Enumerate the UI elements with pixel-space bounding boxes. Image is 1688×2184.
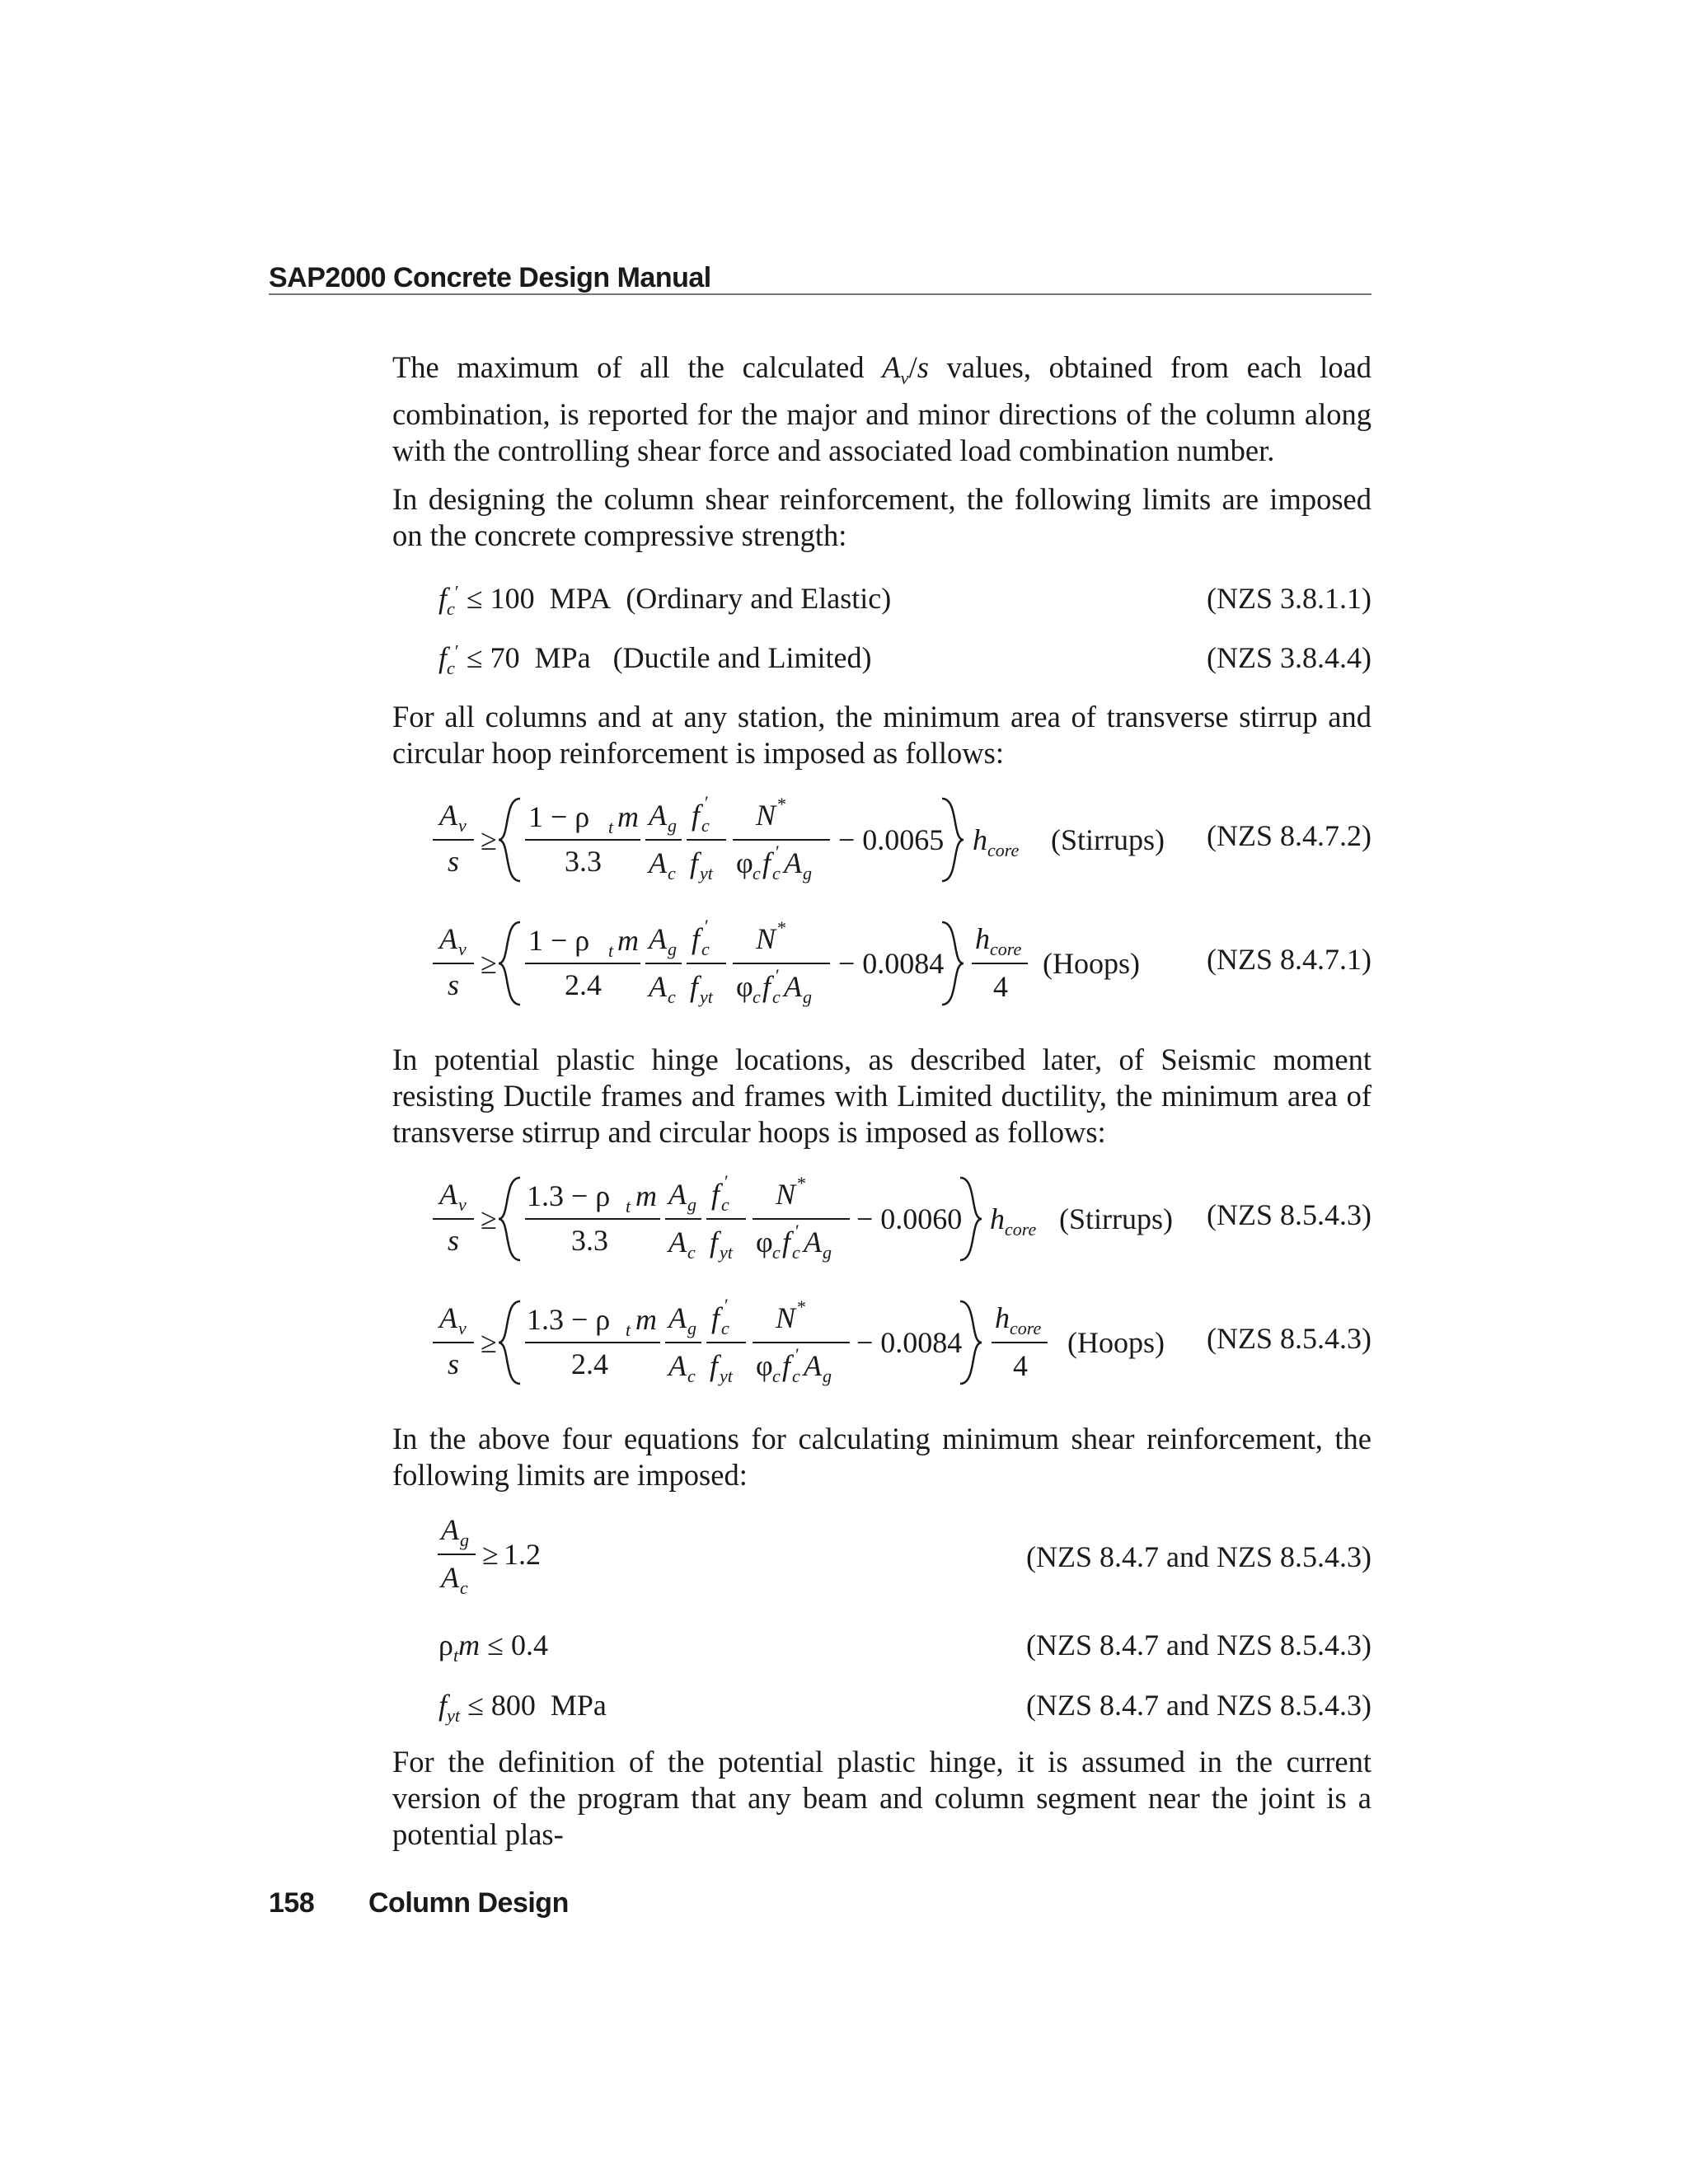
svg-text:4: 4 [993, 970, 1008, 1003]
svg-text:φ: φ [736, 846, 753, 879]
svg-text:s: s [448, 845, 460, 878]
condition-rho-m: $\rho_tm \le 0.4$ (NZS 8.4.7 and NZS 8.5.4.3) [438, 1629, 1372, 1666]
equation-ref: (NZS 8.4.7 and NZS 8.5.4.3) [1026, 1629, 1372, 1661]
svg-text:A: A [784, 970, 802, 1003]
svg-text:t: t [626, 1319, 631, 1340]
paragraph-2: In designing the column shear reinforcement, the following limits are imposed on the concrete compressive strength: [392, 482, 1372, 552]
svg-text:m: m [617, 800, 639, 833]
svg-text:N: N [776, 1178, 796, 1211]
svg-text:yt: yt [700, 987, 713, 1007]
denom: 3.3 [571, 1224, 608, 1257]
equation-stirrups-ductile [433, 787, 1372, 894]
svg-text:v: v [458, 1318, 467, 1338]
svg-text:≥: ≥ [481, 1326, 497, 1359]
svg-text:g: g [687, 1318, 696, 1338]
svg-text:c: c [772, 987, 781, 1007]
svg-text:′: ′ [724, 1171, 729, 1192]
svg-text:′: ′ [724, 1295, 729, 1315]
svg-text:4: 4 [1013, 1349, 1028, 1382]
svg-text:′: ′ [795, 1344, 799, 1365]
svg-text:φ: φ [756, 1226, 773, 1258]
svg-text:A: A [784, 846, 802, 879]
svg-text:h: h [973, 823, 987, 856]
svg-text:t: t [608, 817, 614, 837]
svg-text:A: A [668, 1349, 687, 1382]
av-over-s: $A_v/s$ [882, 350, 929, 388]
condition-value: 1.2 [504, 1538, 541, 1571]
running-header: SAP2000 Concrete Design Manual [269, 262, 711, 293]
para1-before: The maximum of all the calculated [392, 350, 865, 384]
numer: 1 − ρ [528, 800, 590, 833]
condition-value: 0.4 [510, 1629, 548, 1661]
svg-text:h: h [975, 922, 990, 955]
equation-ref: (NZS 8.5.4.3) [1207, 1322, 1372, 1355]
header-rule [269, 293, 1372, 295]
svg-text:′: ′ [705, 792, 709, 813]
svg-text:′: ′ [776, 841, 780, 862]
svg-text:A: A [668, 1226, 687, 1258]
denom: 2.4 [565, 968, 602, 1001]
svg-text:v: v [458, 1194, 467, 1215]
svg-text:c: c [687, 1242, 696, 1263]
eq-type: (Hoops) [1043, 947, 1140, 980]
condition-fyt: $f_{yt} \le 800$ MPa (NZS 8.4.7 and NZS 8.5.4.3) [438, 1689, 1372, 1726]
limit-value: 100 [490, 582, 535, 615]
condition-value: 800 [490, 1689, 536, 1722]
svg-text:A: A [649, 970, 667, 1003]
svg-text:N: N [776, 1301, 796, 1334]
svg-text:g: g [668, 939, 677, 959]
svg-text:yt: yt [720, 1242, 733, 1263]
svg-text:g: g [668, 815, 677, 836]
svg-text:f: f [782, 1349, 791, 1382]
limit-ductile: $f_c' \le 70$ MPa (Ductile and Limited) (NZS 3.8.4.4) [438, 640, 1372, 678]
svg-text:′: ′ [795, 1221, 799, 1241]
svg-text:≥: ≥ [481, 1202, 497, 1235]
para1-after: values, obtained from each load combination, is reported for the major and minor directions of the column along with the controlling shear force and associated load combination number. [392, 350, 1372, 467]
svg-text:v: v [458, 815, 467, 836]
svg-text:A: A [439, 922, 457, 955]
svg-text:A: A [649, 922, 667, 955]
paragraph-3: For all columns and at any station, the minimum area of transverse stirrup and circular hoop reinforcement is imposed as follows: [392, 700, 1372, 770]
svg-text:m: m [635, 1303, 657, 1336]
svg-text:g: g [803, 863, 812, 883]
numer: 1.3 − ρ [527, 1303, 611, 1336]
svg-text:f: f [762, 846, 771, 879]
svg-text:A: A [804, 1349, 822, 1382]
svg-text:c: c [701, 815, 710, 836]
svg-text:c: c [687, 1366, 696, 1386]
svg-text:s: s [448, 1224, 460, 1257]
svg-text:A: A [439, 799, 457, 832]
svg-text:≥: ≥ [481, 823, 497, 856]
svg-text:f: f [690, 846, 699, 879]
svg-text:core: core [1010, 1318, 1042, 1338]
svg-text:core: core [987, 840, 1020, 860]
equation-hoops-hinge [433, 1290, 1372, 1397]
svg-text:*: * [797, 1173, 806, 1193]
svg-text:yt: yt [720, 1366, 733, 1386]
svg-text:t: t [626, 1196, 631, 1216]
svg-text:c: c [772, 1242, 781, 1263]
svg-text:c: c [668, 987, 676, 1007]
svg-text:A: A [441, 1561, 459, 1594]
svg-text:N: N [756, 799, 776, 832]
constant: − 0.0084 [856, 1326, 963, 1359]
svg-text:g: g [823, 1242, 832, 1263]
svg-text:f: f [762, 970, 771, 1003]
svg-text:g: g [687, 1194, 696, 1215]
svg-text:φ: φ [736, 970, 753, 1003]
footer-section: Column Design [368, 1887, 569, 1919]
svg-text:h: h [990, 1202, 1005, 1235]
svg-text:c: c [772, 863, 781, 883]
svg-text:A: A [649, 846, 667, 879]
svg-text:c: c [772, 1366, 781, 1386]
svg-text:≥: ≥ [481, 947, 497, 980]
svg-text:g: g [803, 987, 812, 1007]
svg-text:*: * [777, 794, 786, 814]
svg-text:A: A [804, 1226, 822, 1258]
svg-text:A: A [441, 1513, 459, 1546]
svg-text:f: f [782, 1226, 791, 1258]
svg-text:c: c [753, 863, 761, 883]
numer: 1.3 − ρ [527, 1179, 611, 1212]
svg-text:f: f [710, 1349, 719, 1382]
svg-text:c: c [460, 1577, 468, 1598]
equation-stirrups-hinge [433, 1166, 1372, 1273]
condition-area-ratio [433, 1507, 1372, 1597]
svg-text:s: s [448, 1347, 460, 1380]
equation-ref: (NZS 8.4.7 and NZS 8.5.4.3) [1026, 1540, 1372, 1573]
svg-text:m: m [635, 1179, 657, 1212]
denom: 2.4 [571, 1347, 608, 1380]
svg-text:f: f [690, 970, 699, 1003]
equation-hoops-ductile [433, 911, 1372, 1018]
svg-text:yt: yt [700, 863, 713, 883]
equation-ref: (NZS 8.4.7 and NZS 8.5.4.3) [1026, 1689, 1372, 1722]
paragraph-4: In potential plastic hinge locations, as described later, of Seismic moment resisting Ductile frames and frames with Limited ductility, the minimum area of transverse stirrup and circular hoops is imposed as follows: [392, 1043, 1372, 1149]
equation-ref: (NZS 3.8.1.1) [1207, 582, 1372, 615]
constant: − 0.0060 [856, 1202, 963, 1235]
svg-text:m: m [617, 924, 639, 957]
equation-ref: (NZS 8.4.7.2) [1207, 819, 1372, 852]
svg-text:′: ′ [776, 965, 780, 986]
svg-text:≥: ≥ [482, 1538, 499, 1571]
svg-text:*: * [797, 1296, 806, 1317]
svg-text:A: A [668, 1178, 687, 1211]
paragraph-5: In the above four equations for calculating minimum shear reinforcement, the following limits are imposed: [392, 1422, 1372, 1492]
eq-type: (Stirrups) [1059, 1202, 1173, 1235]
svg-text:g: g [823, 1366, 832, 1386]
limit-ordinary: $f_c' \le 100$ MPA (Ordinary and Elastic) (NZS 3.8.1.1) [438, 581, 1372, 619]
svg-text:core: core [990, 939, 1022, 959]
svg-text:c: c [753, 987, 761, 1007]
svg-text:g: g [460, 1530, 469, 1550]
svg-text:s: s [448, 968, 460, 1001]
svg-text:A: A [439, 1178, 457, 1211]
constant: − 0.0084 [838, 947, 945, 980]
svg-text:c: c [792, 1242, 800, 1263]
equation-ref: (NZS 8.5.4.3) [1207, 1198, 1372, 1231]
svg-text:f: f [692, 922, 701, 955]
svg-text:c: c [721, 1194, 729, 1215]
limit-value: 70 [490, 641, 520, 674]
svg-text:c: c [668, 863, 676, 883]
page-number: 158 [269, 1887, 315, 1919]
svg-text:A: A [649, 799, 667, 832]
numer: 1 − ρ [528, 924, 590, 957]
svg-text:core: core [1005, 1219, 1037, 1240]
paragraph-6: For the definition of the potential plastic hinge, it is assumed in the current version of the program that any beam and column segment near the joint is a potential plas- [392, 1745, 1372, 1851]
svg-text:f: f [711, 1301, 720, 1334]
eq-type: (Hoops) [1067, 1326, 1165, 1359]
eq-type: (Stirrups) [1051, 823, 1165, 856]
svg-text:h: h [995, 1301, 1010, 1334]
paragraph-1 [392, 349, 1372, 469]
svg-text:*: * [777, 917, 786, 938]
denom: 3.3 [565, 845, 602, 878]
svg-text:f: f [711, 1178, 720, 1211]
constant: − 0.0065 [838, 823, 945, 856]
svg-text:N: N [756, 922, 776, 955]
equation-ref: (NZS 8.4.7.1) [1207, 943, 1372, 976]
svg-text:v: v [458, 939, 467, 959]
svg-text:c: c [792, 1366, 800, 1386]
svg-text:c: c [701, 939, 710, 959]
svg-text:A: A [439, 1301, 457, 1334]
svg-text:f: f [692, 799, 701, 832]
equation-ref: (NZS 3.8.4.4) [1207, 641, 1372, 674]
svg-text:t: t [608, 940, 614, 961]
svg-text:φ: φ [756, 1349, 773, 1382]
svg-text:′: ′ [705, 916, 709, 936]
svg-text:A: A [668, 1301, 687, 1334]
svg-text:c: c [721, 1318, 729, 1338]
svg-text:f: f [710, 1226, 719, 1258]
